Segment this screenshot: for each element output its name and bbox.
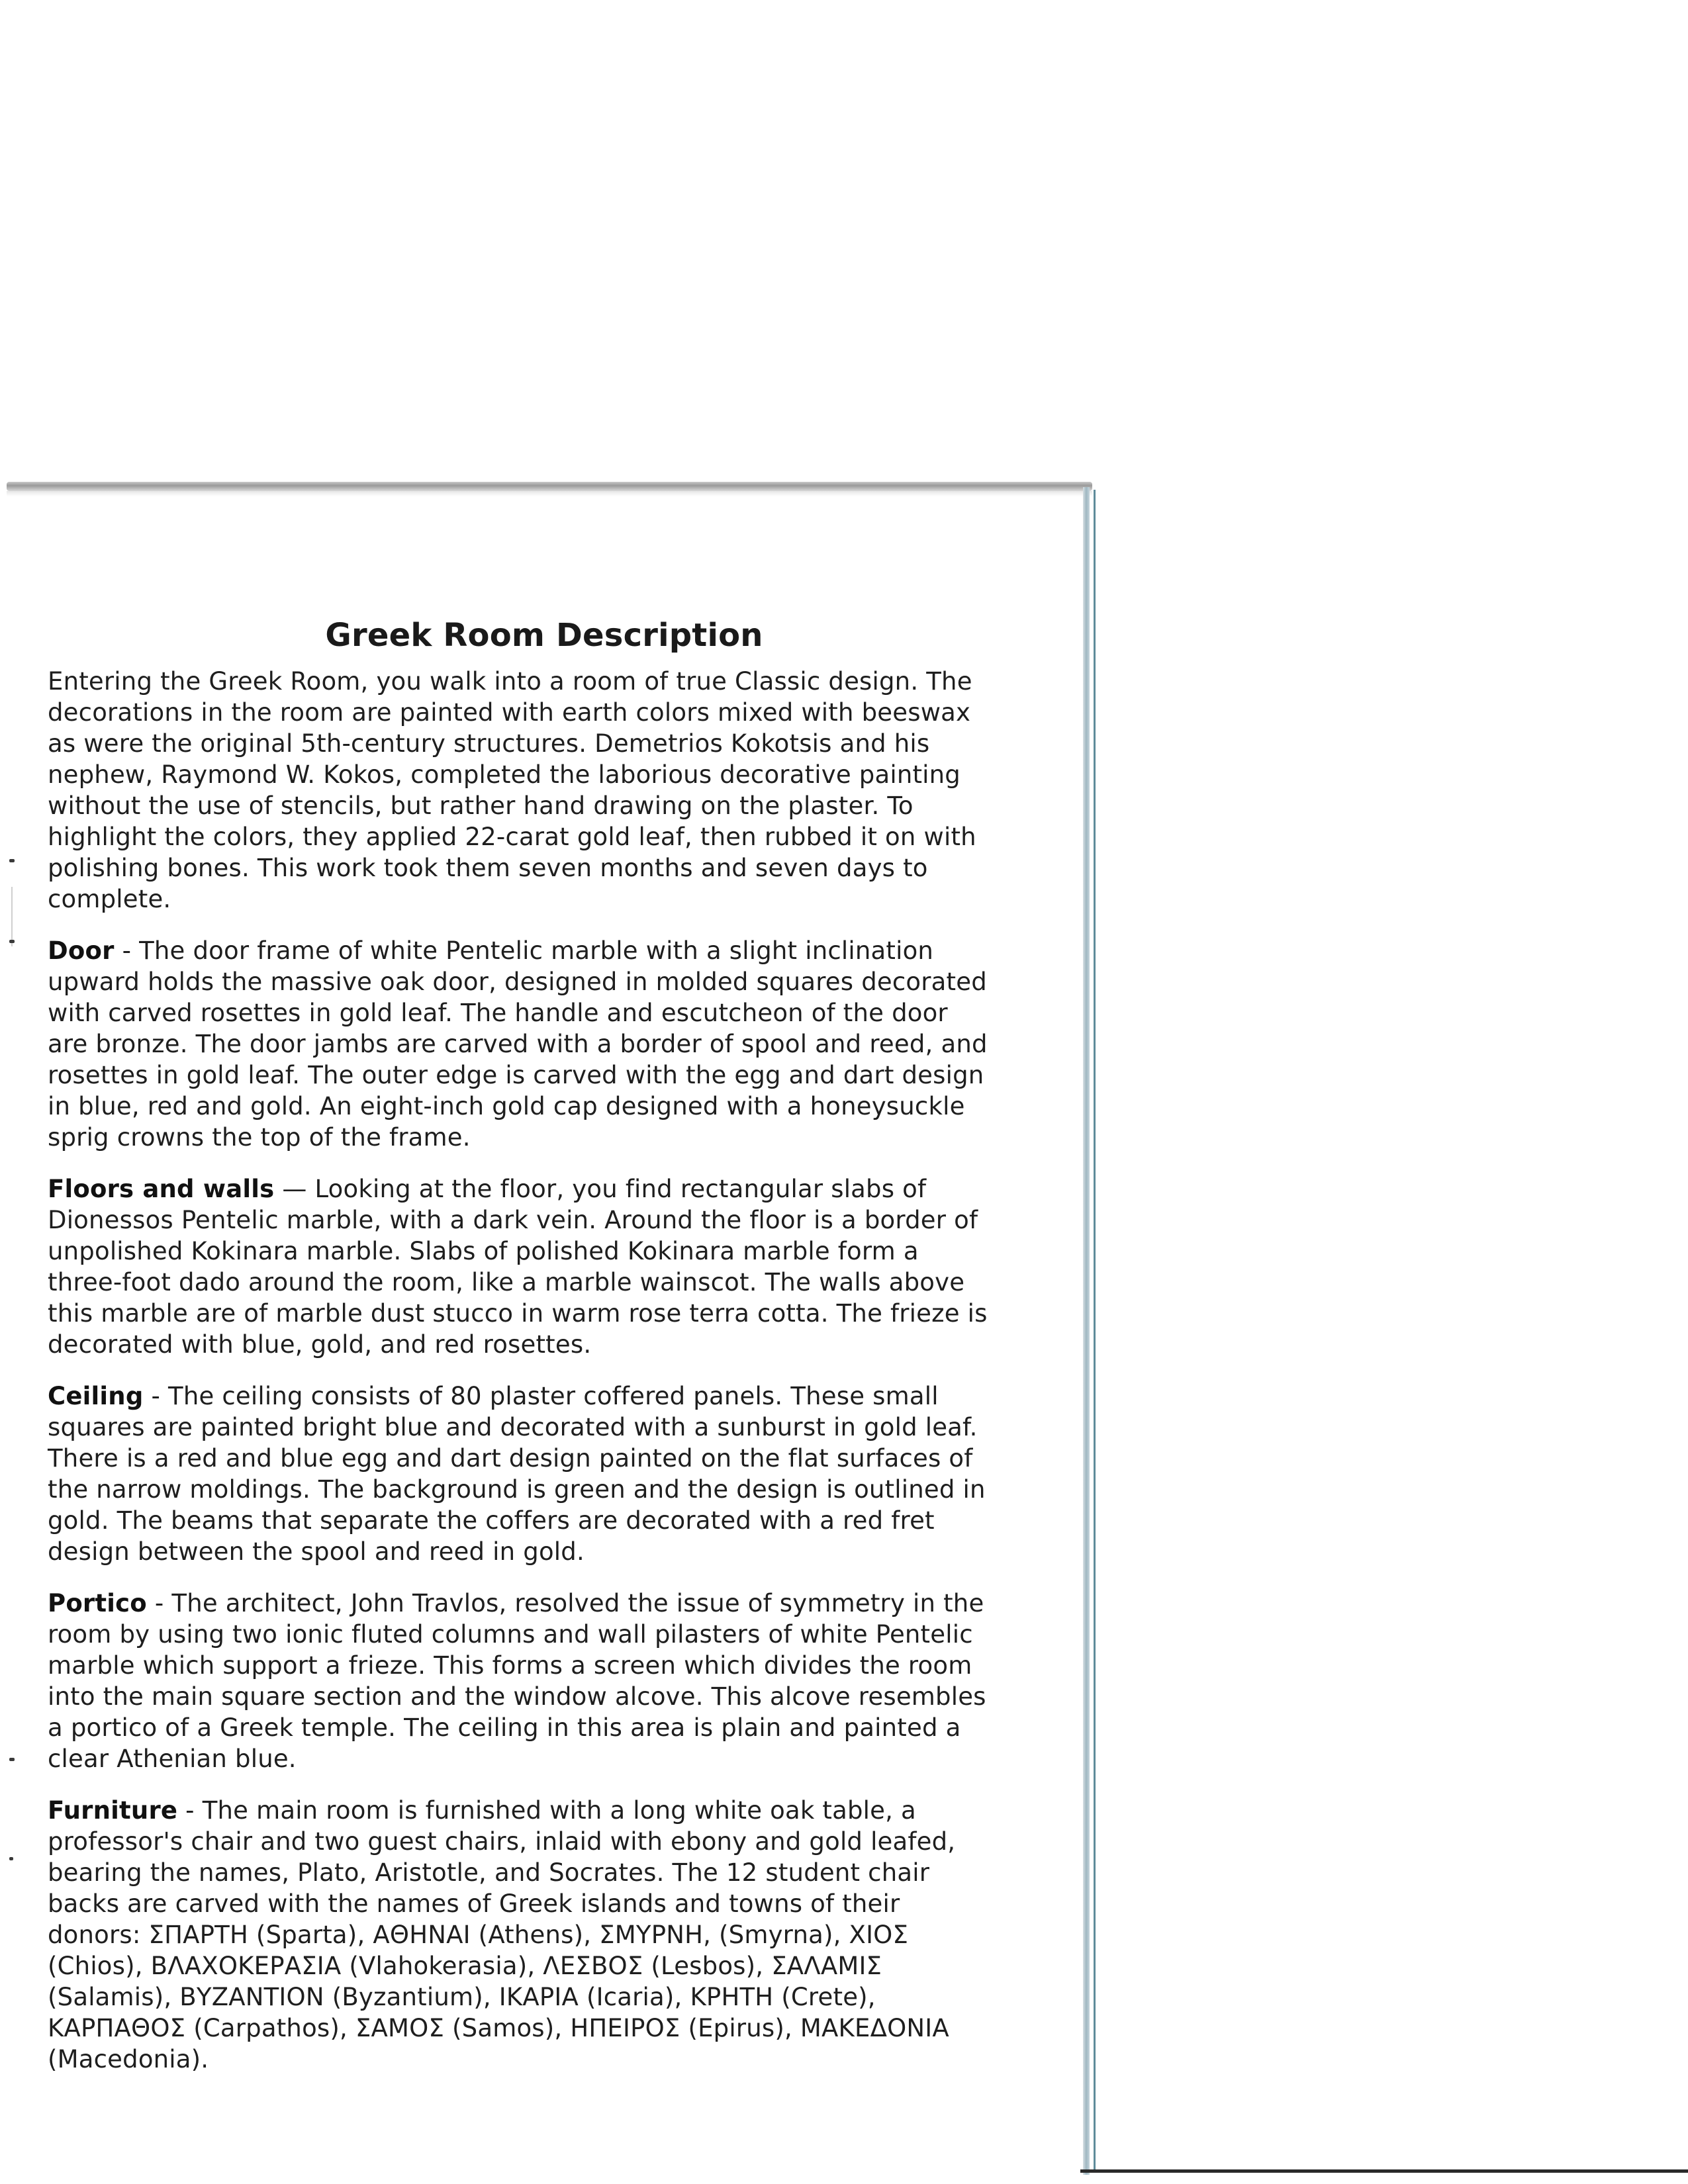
section-text: The ceiling consists of 80 plaster coffered panels. These small squares are painted bright blue and decorated with a sunburst in gold leaf. There is a red and blue egg and dart design painted on the flat surfaces of the narrow moldings. The background is green and the design is outlined in gold. The beams that separate the coffers are decorated with a red fret design between the spool and reed in gold. (48, 1382, 986, 1566)
scan-speck (9, 1857, 13, 1860)
section-text: The architect, John Travlos, resolved the issue of symmetry in the room by using two ionic fluted columns and wall pilasters of white Pentelic marble which support a frieze. This forms a screen which divides the room into the main square section and the window alcove. This alcove resembles a portico of a Greek temple. The ceiling in this area is plain and painted a clear Athenian blue. (48, 1589, 986, 1773)
section-separator: — (274, 1175, 315, 1203)
section-separator: - (114, 936, 140, 965)
scan-speck (9, 1758, 15, 1761)
scan-mark (11, 887, 13, 946)
section-separator: - (143, 1382, 169, 1410)
section-label: Portico (48, 1589, 147, 1617)
section-separator: - (146, 1589, 172, 1617)
sheet-top-edge (7, 482, 1092, 491)
section-label: Furniture (48, 1796, 178, 1825)
section-label: Ceiling (48, 1382, 144, 1410)
intro-paragraph: Entering the Greek Room, you walk into a room of true Classic design. The decorations in the room are painted with earth colors mixed with beeswax as were the original 5th-century structures. Demetrios Kokotsis and his nephew, Raymond W. Kokos, completed the laborious decorative painting without the use of stencils, but rather hand drawing on the plaster. To highlight the colors, they applied 22-carat gold leaf, then rubbed it on with polishing bones. This work took them seven months and seven days to complete. (48, 667, 976, 913)
sheet-right-edge-line (1094, 490, 1096, 2171)
document-title: Greek Room Description (325, 617, 763, 654)
section-separator: - (177, 1796, 203, 1825)
section-label: Floors and walls (48, 1175, 275, 1203)
sheet-top-shadow (7, 491, 1092, 496)
section-text: The door frame of white Pentelic marble with a slight inclination upward holds the massive oak door, designed in molded squares decorated with carved rosettes in gold leaf. The handle and escutcheon of the door are bronze. The door jambs are carved with a border of spool and reed, and rosettes in gold leaf. The outer edge is carved with the egg and dart design in blue, red and gold. An eight-inch gold cap designed with a honeysuckle sprig crowns the top of the frame. (48, 936, 988, 1152)
scan-speck (9, 940, 15, 943)
section-furniture (48, 1795, 994, 2075)
section-door (48, 935, 994, 1153)
section-label: Door (48, 936, 115, 965)
section-text: Looking at the floor, you find rectangular slabs of Dionessos Pentelic marble, with a dark vein. Around the floor is a border of unpolished Kokinara marble. Slabs of polished Kokinara marble form a three-foot dado around the room, like a marble wainscot. The walls above this marble are of marble dust stucco in warm rose terra cotta. The frieze is decorated with blue, gold, and red rosettes. (48, 1175, 988, 1359)
section-floors-and-walls (48, 1173, 994, 1360)
sheet-bottom-edge (1080, 2169, 1688, 2173)
section-text: The main room is furnished with a long white oak table, a professor's chair and two guest chairs, inlaid with ebony and gold leafed, bearing the names, Plato, Aristotle, and Socrates. The 12 student chair backs are carved with the names of Greek islands and towns of their donors: ΣΠΑΡΤΗ (Sparta), ΑΘΗΝΑΙ (Athens), ΣΜΥΡΝΗ, (Smyrna), ΧΙΟΣ (Chios), ΒΛΑΧΟΚΕΡΑΣΙΑ (Vlahokerasia), ΛΕΣΒΟΣ (Lesbos), ΣΑΛΑΜΙΣ (Salamis), ΒΥΖΑΝΤΙΟΝ (Byzantium), ΙΚΑΡΙΑ (Icaria), ΚΡΗΤΗ (Crete), ΚΑΡΠΑΘΟΣ (Carpathos), ΣΑΜΟΣ (Samos), ΗΠΕΙΡΟΣ (Epirus), ΜΑΚΕΔΟΝΙΑ (Macedonia). (48, 1796, 956, 2073)
document-body (48, 615, 994, 2095)
sheet-right-edge (1083, 487, 1090, 2175)
section-ceiling (48, 1381, 994, 1567)
scan-speck (9, 859, 15, 862)
section-portico (48, 1588, 994, 1774)
